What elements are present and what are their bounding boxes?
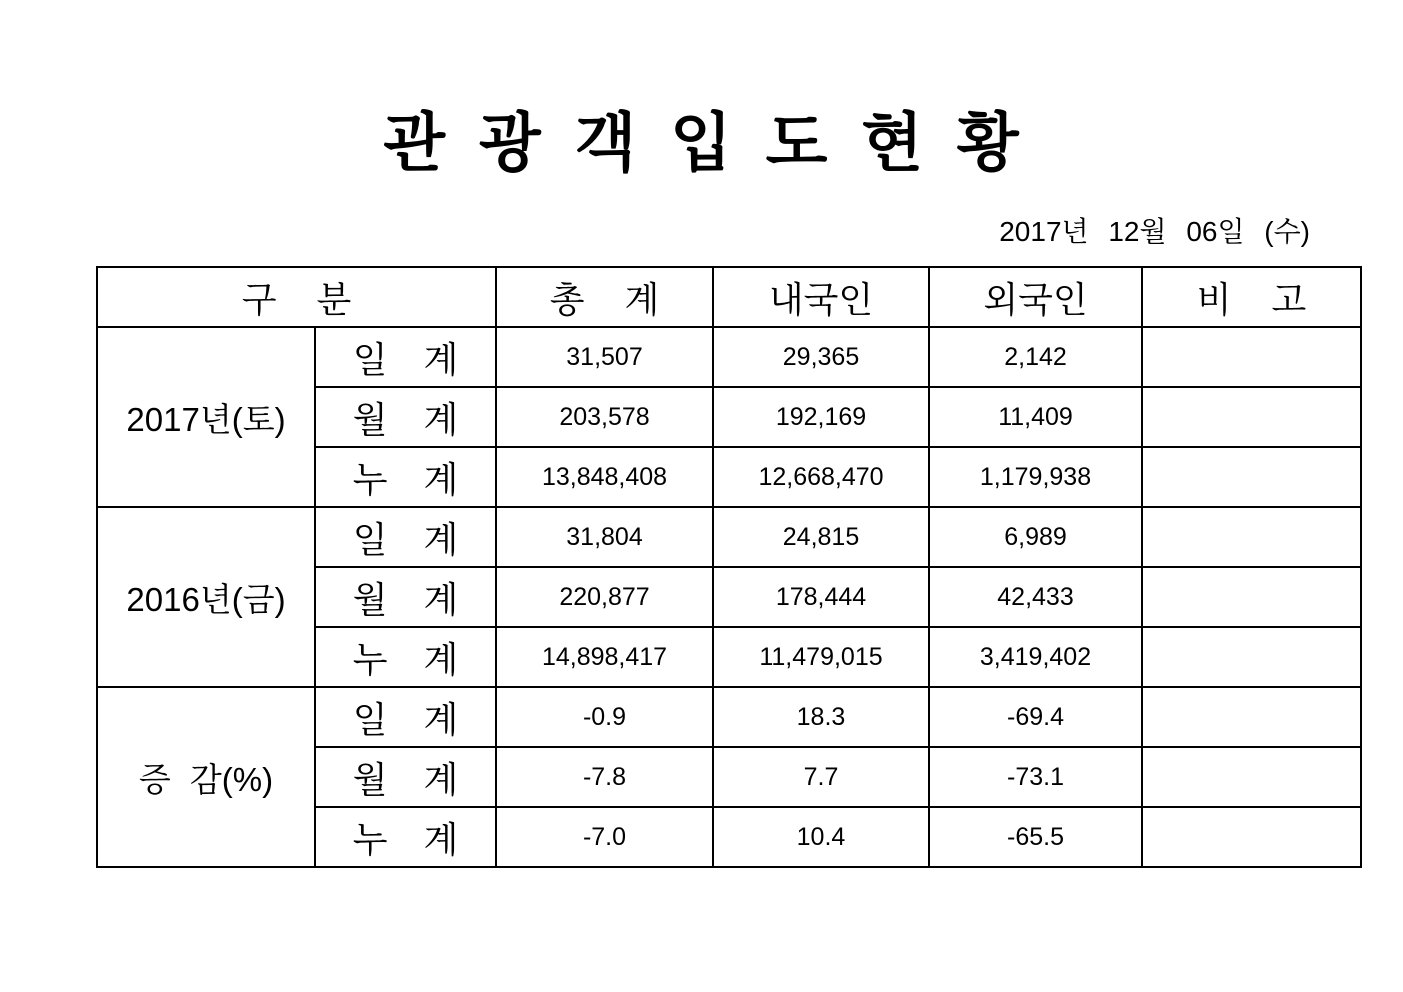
cell-total: 14,898,417 [496, 627, 713, 687]
col-header-total: 총 계 [496, 267, 713, 327]
col-header-category: 구 분 [97, 267, 496, 327]
sub-label-daily: 일 계 [315, 687, 496, 747]
cell-foreign: -65.5 [929, 807, 1142, 867]
sub-label-monthly: 월 계 [315, 747, 496, 807]
cell-foreign: 11,409 [929, 387, 1142, 447]
sub-label-daily: 일 계 [315, 507, 496, 567]
cell-total: 220,877 [496, 567, 713, 627]
sub-label-cumulative: 누 계 [315, 807, 496, 867]
cell-foreign: 42,433 [929, 567, 1142, 627]
cell-remarks [1142, 447, 1361, 507]
cell-domestic: 12,668,470 [713, 447, 929, 507]
cell-domestic: 7.7 [713, 747, 929, 807]
cell-foreign: 2,142 [929, 327, 1142, 387]
col-header-foreign: 외국인 [929, 267, 1142, 327]
report-table [96, 266, 1362, 868]
sub-label-monthly: 월 계 [315, 567, 496, 627]
col-header-remarks: 비 고 [1142, 267, 1361, 327]
cell-foreign: 3,419,402 [929, 627, 1142, 687]
cell-foreign: -69.4 [929, 687, 1142, 747]
page-title: 관 광 객 입 도 현 황 [383, 107, 1020, 179]
cell-remarks [1142, 627, 1361, 687]
cell-total: 31,804 [496, 507, 713, 567]
cell-remarks [1142, 507, 1361, 567]
cell-remarks [1142, 567, 1361, 627]
cell-foreign: -73.1 [929, 747, 1142, 807]
cell-total: 203,578 [496, 387, 713, 447]
cell-domestic: 11,479,015 [713, 627, 929, 687]
group-label-2017: 2017년(토) [97, 327, 315, 507]
cell-domestic: 192,169 [713, 387, 929, 447]
table-header-row [97, 267, 1361, 327]
cell-foreign: 1,179,938 [929, 447, 1142, 507]
cell-foreign: 6,989 [929, 507, 1142, 567]
cell-total: 31,507 [496, 327, 713, 387]
cell-total: -0.9 [496, 687, 713, 747]
cell-domestic: 10.4 [713, 807, 929, 867]
cell-remarks [1142, 747, 1361, 807]
cell-domestic: 178,444 [713, 567, 929, 627]
sub-label-daily: 일 계 [315, 327, 496, 387]
cell-remarks [1142, 687, 1361, 747]
cell-total: -7.0 [496, 807, 713, 867]
group-label-change-pct: 증 감(%) [97, 687, 315, 867]
table-row [97, 687, 1361, 747]
sub-label-cumulative: 누 계 [315, 627, 496, 687]
sub-label-monthly: 월 계 [315, 387, 496, 447]
table-row [97, 327, 1361, 387]
cell-remarks [1142, 327, 1361, 387]
cell-domestic: 29,365 [713, 327, 929, 387]
cell-domestic: 24,815 [713, 507, 929, 567]
cell-remarks [1142, 807, 1361, 867]
table-row [97, 507, 1361, 567]
report-date: 2017년 12월 06일 (수) [999, 216, 1310, 247]
cell-remarks [1142, 387, 1361, 447]
cell-total: 13,848,408 [496, 447, 713, 507]
cell-total: -7.8 [496, 747, 713, 807]
col-header-domestic: 내국인 [713, 267, 929, 327]
group-label-2016: 2016년(금) [97, 507, 315, 687]
cell-domestic: 18.3 [713, 687, 929, 747]
sub-label-cumulative: 누 계 [315, 447, 496, 507]
